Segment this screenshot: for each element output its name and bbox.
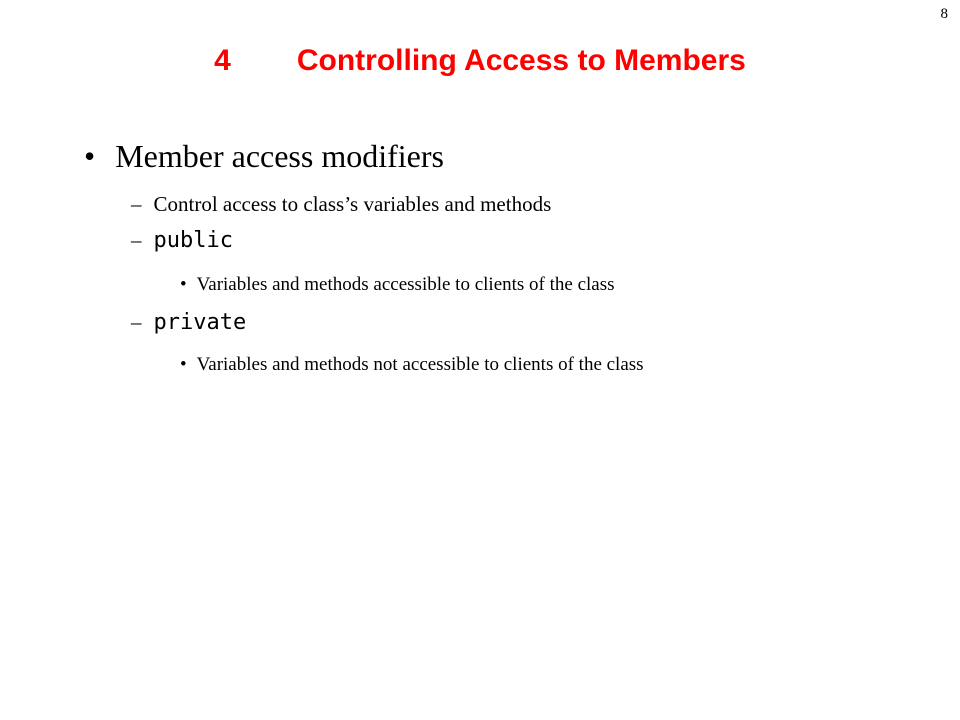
detail-item-private — [180, 354, 644, 376]
dash-marker: – — [131, 310, 142, 334]
keyword-private: private — [153, 310, 247, 335]
sub-item-public — [131, 228, 233, 253]
bullet-text: Member access modifiers — [115, 138, 444, 174]
keyword-public: public — [153, 228, 233, 253]
section-number: 4 — [214, 44, 231, 77]
slide-title — [0, 44, 960, 78]
bullet-marker: • — [84, 138, 96, 174]
bullet-member-access-modifiers — [84, 138, 444, 175]
sub-item-control-access — [131, 192, 551, 217]
dash-marker: – — [131, 228, 142, 252]
detail-text: Variables and methods accessible to clients of the class — [196, 274, 615, 295]
section-title: Controlling Access to Members — [296, 44, 746, 77]
detail-text: Variables and methods not accessible to clients of the class — [196, 354, 644, 375]
sub-item-text: Control access to class’s variables and methods — [153, 192, 552, 216]
dash-marker: – — [131, 192, 142, 216]
sub-item-private — [131, 310, 246, 335]
detail-item-public — [180, 274, 615, 296]
bullet-marker: • — [180, 274, 187, 295]
page-number: 8 — [940, 6, 948, 22]
bullet-marker: • — [180, 354, 187, 375]
